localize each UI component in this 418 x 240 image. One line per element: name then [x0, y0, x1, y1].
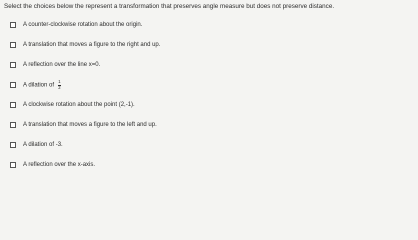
- choice-reflection-x-axis[interactable]: [10, 160, 95, 170]
- choice-translation-right-up[interactable]: [10, 40, 160, 50]
- choice-dilation-neg3[interactable]: [10, 140, 63, 150]
- choice-label: A reflection over the line x=0.: [23, 62, 101, 68]
- choice-checkbox[interactable]: [10, 82, 16, 88]
- choice-checkbox[interactable]: [10, 122, 16, 128]
- choice-label: A clockwise rotation about the point (2,-1).: [23, 102, 135, 108]
- choice-checkbox[interactable]: [10, 162, 16, 168]
- choice-label: A translation that moves a figure to the right and up.: [23, 42, 161, 48]
- choice-checkbox[interactable]: [10, 62, 16, 68]
- choice-counter-clockwise-rotation[interactable]: [10, 20, 142, 30]
- choice-label: A dilation of -3.: [23, 142, 63, 148]
- choice-translation-left-up[interactable]: [10, 120, 157, 130]
- fraction: [58, 80, 61, 89]
- choice-label: A reflection over the x-axis.: [23, 162, 96, 168]
- choice-checkbox[interactable]: [10, 22, 16, 28]
- choice-label: A translation that moves a figure to the left and up.: [23, 122, 157, 128]
- question-prompt: Select the choices below the represent a transformation that preserves angle measure but does not preserve distance.: [4, 3, 335, 10]
- choice-checkbox[interactable]: [10, 42, 16, 48]
- choice-label: [23, 80, 61, 89]
- choice-checkbox[interactable]: [10, 102, 16, 108]
- choice-label: A counter-clockwise rotation about the origin.: [23, 22, 143, 28]
- choice-clockwise-rotation[interactable]: [10, 100, 135, 110]
- choice-checkbox[interactable]: [10, 142, 16, 148]
- choice-reflection-x0[interactable]: [10, 60, 100, 70]
- choice-label-text: A dilation of: [23, 82, 55, 89]
- fraction-denominator: 2: [58, 84, 61, 90]
- choice-dilation-half[interactable]: [10, 80, 61, 90]
- fraction-numerator: 1: [58, 79, 61, 85]
